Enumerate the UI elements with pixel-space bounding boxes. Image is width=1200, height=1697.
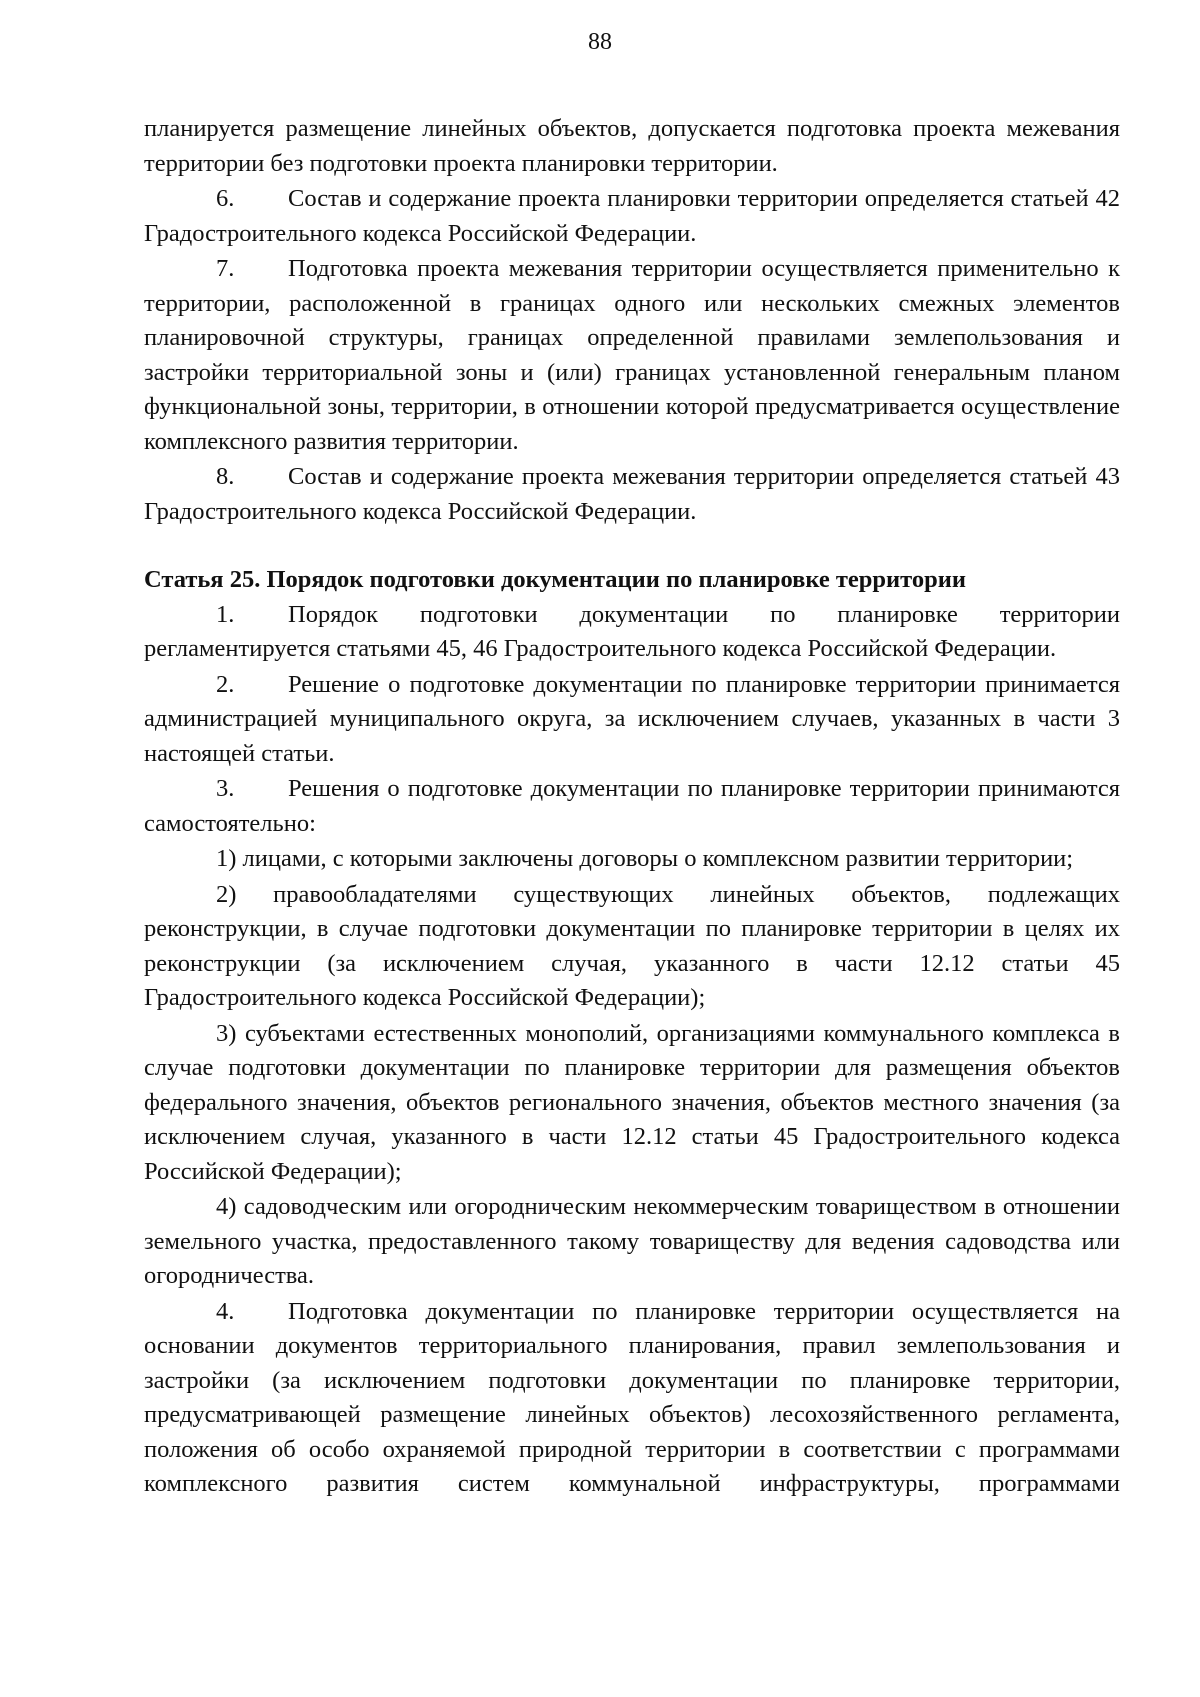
article-item-1 bbox=[144, 598, 1120, 667]
item-text: Порядок подготовки документации по планировке территории регламентируется статьями 45, 46 Градостроительного кодекса Российской Федерации. bbox=[144, 600, 1120, 662]
item-text: Состав и содержание проекта межевания территории определяется статьей 43 Градостроительного кодекса Российской Федерации. bbox=[144, 463, 1120, 525]
subitem-4: 4) садоводческим или огородническим некоммерческим товариществом в отношении земельного участка, предоставленного такому товариществу для ведения садоводства или огородничества. bbox=[144, 1193, 1120, 1289]
item-text: Решения о подготовке документации по планировке территории принимаются самостоятельно: bbox=[144, 775, 1120, 837]
item-text: Подготовка проекта межевания территории осуществляется применительно к территории, расположенной в границах одного или нескольких смежных элементов планировочной структуры, границах определенной правилами землепользования и застройки территориальной зоны и (или) границах установленной генеральным планом функциональной зоны, территории, в отношении которой предусматривается осуществление комплексного развития территории. bbox=[144, 255, 1120, 455]
article-item-3 bbox=[144, 772, 1120, 841]
item-text: Подготовка документации по планировке территории осуществляется на основании документов территориального планирования, правил землепользования и застройки (за исключением подготовки документации по планировке территории, предусматривающей размещение линейных объектов) лесохозяйственного регламента, положения об особо охраняемой природной территории в соответствии с программами комплексного развития систем коммунальной инфраструктуры, программами bbox=[144, 1297, 1120, 1497]
article-item-4 bbox=[144, 1295, 1120, 1502]
item-number: 7. bbox=[216, 255, 235, 282]
item-text: Решение о подготовке документации по планировке территории принимается администрацией муниципального округа, за исключением случаев, указанных в части 3 настоящей статьи. bbox=[144, 670, 1120, 767]
article-item-2 bbox=[144, 668, 1120, 772]
item-number: 3. bbox=[216, 775, 235, 802]
item-number: 8. bbox=[216, 463, 235, 490]
item-6 bbox=[144, 182, 1120, 251]
item-number: 1. bbox=[216, 600, 235, 628]
subitem-3: 3) субъектами естественных монополий, организациями коммунального комплекса в случае подготовки документации по планировке территории для размещения объектов федерального значения, объектов регионального значения, объектов местного значения (за исключением случая, указанного в части 12.12 статьи 45 Градостроительного кодекса Российской Федерации); bbox=[144, 1019, 1120, 1185]
item-number: 2. bbox=[216, 670, 235, 698]
item-text: Состав и содержание проекта планировки территории определяется статьей 42 Градостроительного кодекса Российской Федерации. bbox=[144, 185, 1120, 247]
subitem-1: 1) лицами, с которыми заключены договоры о комплексном развитии территории; bbox=[216, 845, 1074, 872]
intro-paragraph: планируется размещение линейных объектов, допускается подготовка проекта межевания территории без подготовки проекта планировки территории. bbox=[144, 115, 1120, 177]
item-7 bbox=[144, 252, 1120, 459]
subitem-2: 2) правообладателями существующих линейных объектов, подлежащих реконструкции, в случае подготовки документации по планировке территории в целях их реконструкции (за исключением случая, указанного в части 12.12 статьи 45 Градостроительного кодекса Российской Федерации); bbox=[144, 880, 1120, 1011]
document-body bbox=[144, 112, 1120, 1502]
item-8 bbox=[144, 460, 1120, 529]
article-heading: Статья 25. Порядок подготовки документации по планировке территории bbox=[144, 566, 966, 593]
item-number: 4. bbox=[216, 1297, 235, 1325]
item-number: 6. bbox=[216, 185, 235, 212]
page-number: 88 bbox=[588, 29, 612, 55]
